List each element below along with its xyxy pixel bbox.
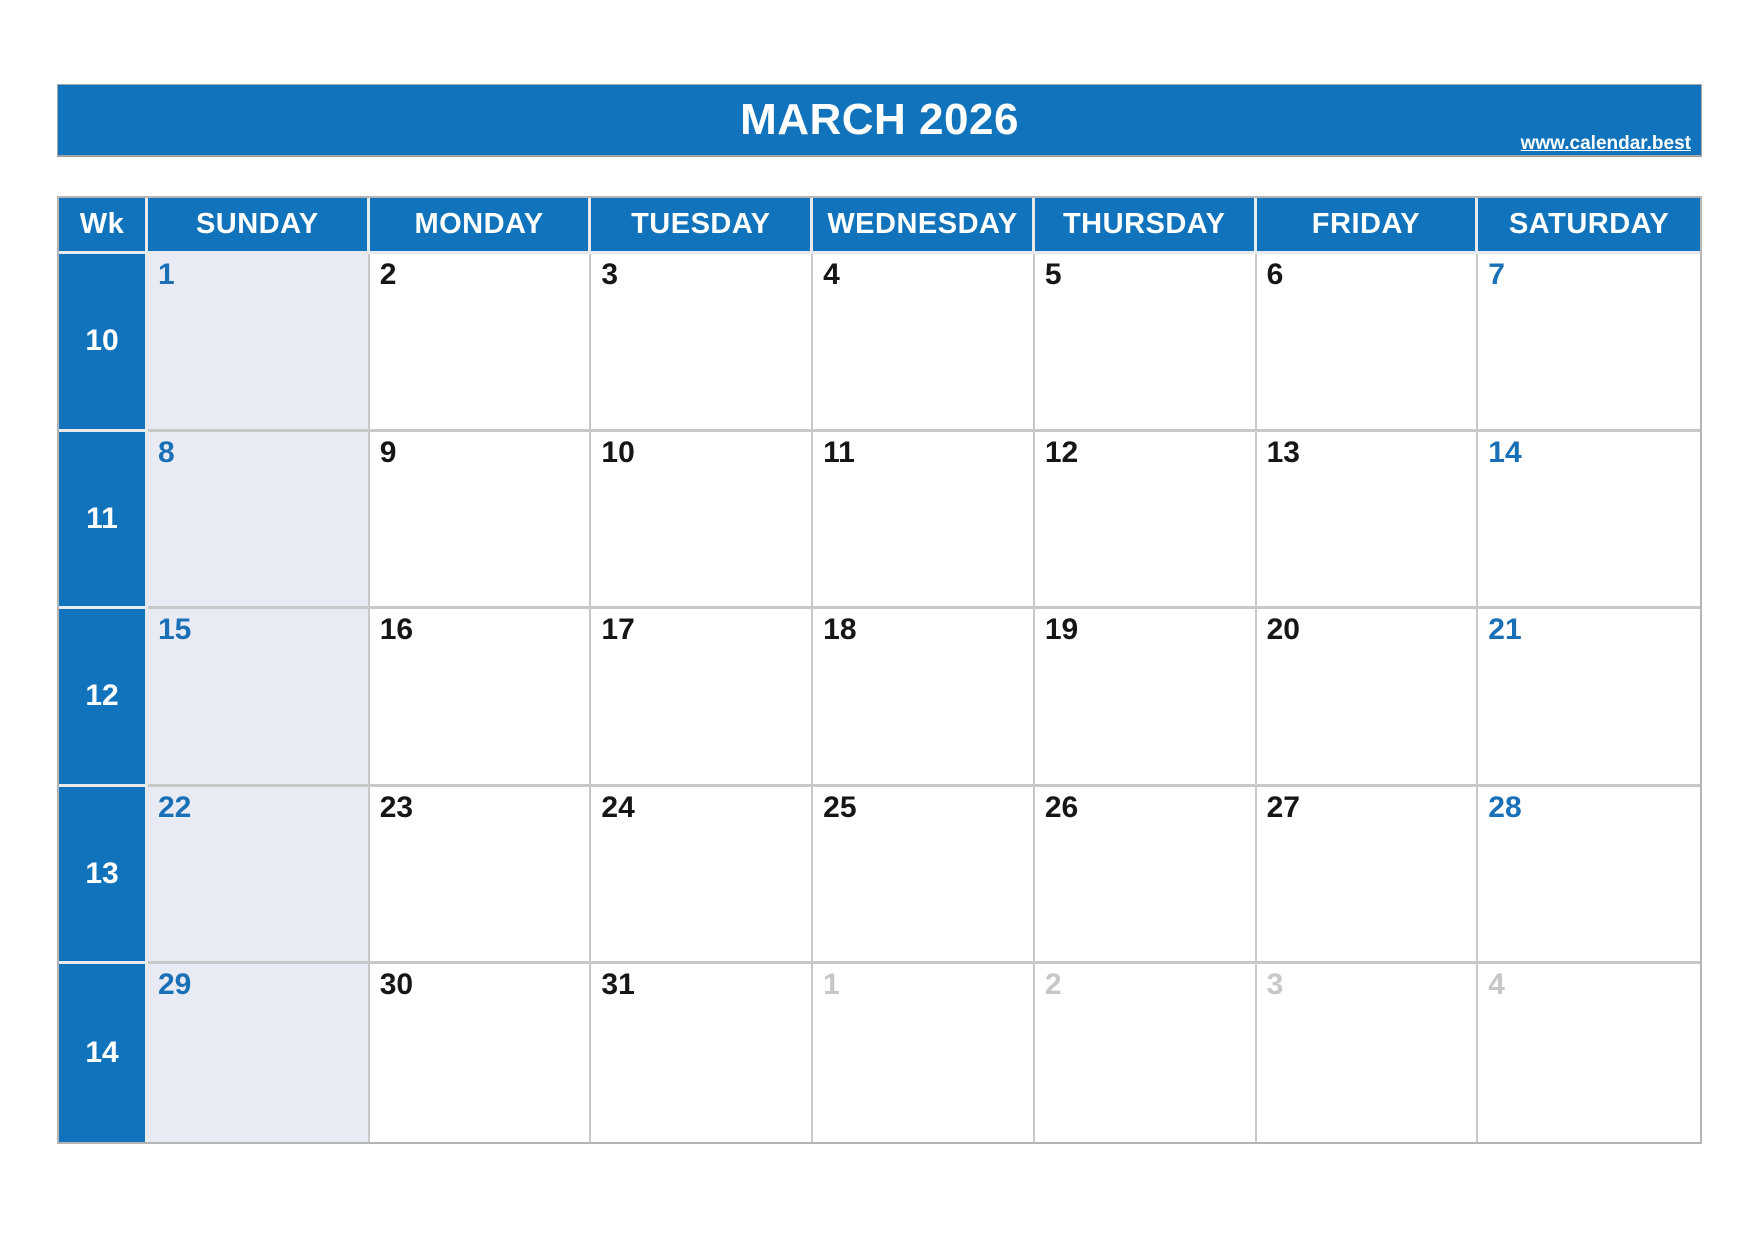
day-cell xyxy=(591,964,813,1142)
day-cell xyxy=(1257,787,1479,965)
day-header-sunday: SUNDAY xyxy=(148,198,370,254)
day-header-wednesday: WEDNESDAY xyxy=(813,198,1035,254)
day-cell xyxy=(370,609,592,787)
day-cell xyxy=(813,787,1035,965)
date-label: 18 xyxy=(823,613,857,647)
date-label: 8 xyxy=(158,435,175,469)
date-label: 1 xyxy=(158,258,175,291)
date-label: 7 xyxy=(1488,258,1505,291)
day-cell xyxy=(1257,964,1479,1142)
date-label: 21 xyxy=(1488,613,1522,647)
day-cell xyxy=(1035,609,1257,787)
day-cell xyxy=(1035,254,1257,432)
date-label: 14 xyxy=(1488,435,1522,469)
day-cell xyxy=(813,964,1035,1142)
day-cell xyxy=(370,254,592,432)
day-cell xyxy=(1478,254,1700,432)
week-number-cell: 10 xyxy=(59,254,148,432)
day-header-saturday: SATURDAY xyxy=(1478,198,1700,254)
date-label: 6 xyxy=(1266,258,1284,291)
day-header-friday: FRIDAY xyxy=(1257,198,1479,254)
day-header-thursday: THURSDAY xyxy=(1035,198,1257,254)
date-label: 5 xyxy=(1044,258,1062,291)
day-cell xyxy=(1257,432,1479,610)
day-cell xyxy=(1478,964,1700,1142)
date-label: 15 xyxy=(158,613,192,647)
day-header-tuesday: TUESDAY xyxy=(591,198,813,254)
date-label: 2 xyxy=(379,258,397,291)
date-label: 20 xyxy=(1266,613,1300,647)
day-cell xyxy=(148,964,370,1142)
day-cell xyxy=(1035,787,1257,965)
day-cell xyxy=(148,432,370,610)
day-cell xyxy=(813,609,1035,787)
day-cell xyxy=(591,787,813,965)
date-label: 9 xyxy=(379,435,397,469)
week-number-cell: 14 xyxy=(59,964,148,1142)
day-cell xyxy=(591,609,813,787)
week-number-cell: 13 xyxy=(59,787,148,965)
day-cell xyxy=(1035,432,1257,610)
date-label: 19 xyxy=(1044,613,1079,647)
date-label: 25 xyxy=(823,790,857,824)
week-number-cell: 11 xyxy=(59,432,148,610)
website-link[interactable]: www.calendar.best xyxy=(1520,133,1691,155)
day-cell xyxy=(370,964,592,1142)
date-label: 4 xyxy=(1488,968,1505,1002)
day-cell xyxy=(813,254,1035,432)
date-label: 2 xyxy=(1044,968,1062,1002)
calendar-grid xyxy=(57,196,1702,1144)
date-label: 24 xyxy=(601,790,635,824)
date-label: 3 xyxy=(1266,968,1284,1002)
date-label: 11 xyxy=(823,435,855,469)
date-label: 3 xyxy=(601,258,619,291)
day-cell xyxy=(1257,254,1479,432)
day-cell xyxy=(1478,609,1700,787)
day-cell xyxy=(1478,432,1700,610)
date-label: 1 xyxy=(823,968,840,1002)
date-label: 31 xyxy=(601,968,635,1002)
date-label: 4 xyxy=(823,258,840,291)
week-number-cell: 12 xyxy=(59,609,148,787)
day-cell xyxy=(1257,609,1479,787)
date-label: 29 xyxy=(158,968,192,1002)
date-label: 26 xyxy=(1044,790,1079,824)
day-cell xyxy=(591,254,813,432)
week-column-header: Wk xyxy=(59,198,148,254)
calendar-title: MARCH 2026 xyxy=(740,95,1019,144)
day-cell xyxy=(1035,964,1257,1142)
day-cell xyxy=(370,787,592,965)
day-cell xyxy=(370,432,592,610)
day-cell xyxy=(148,609,370,787)
date-label: 27 xyxy=(1266,790,1300,824)
day-cell xyxy=(148,254,370,432)
day-cell xyxy=(591,432,813,610)
day-header-monday: MONDAY xyxy=(370,198,592,254)
date-label: 10 xyxy=(601,435,635,469)
day-cell xyxy=(148,787,370,965)
date-label: 13 xyxy=(1266,435,1300,469)
date-label: 22 xyxy=(158,790,192,824)
day-cell xyxy=(1478,787,1700,965)
date-label: 30 xyxy=(379,968,414,1002)
date-label: 12 xyxy=(1044,435,1079,469)
date-label: 17 xyxy=(601,613,635,647)
date-label: 23 xyxy=(379,790,414,824)
day-cell xyxy=(813,432,1035,610)
calendar-title-bar xyxy=(57,84,1702,156)
date-label: 16 xyxy=(379,613,414,647)
date-label: 28 xyxy=(1488,790,1522,824)
